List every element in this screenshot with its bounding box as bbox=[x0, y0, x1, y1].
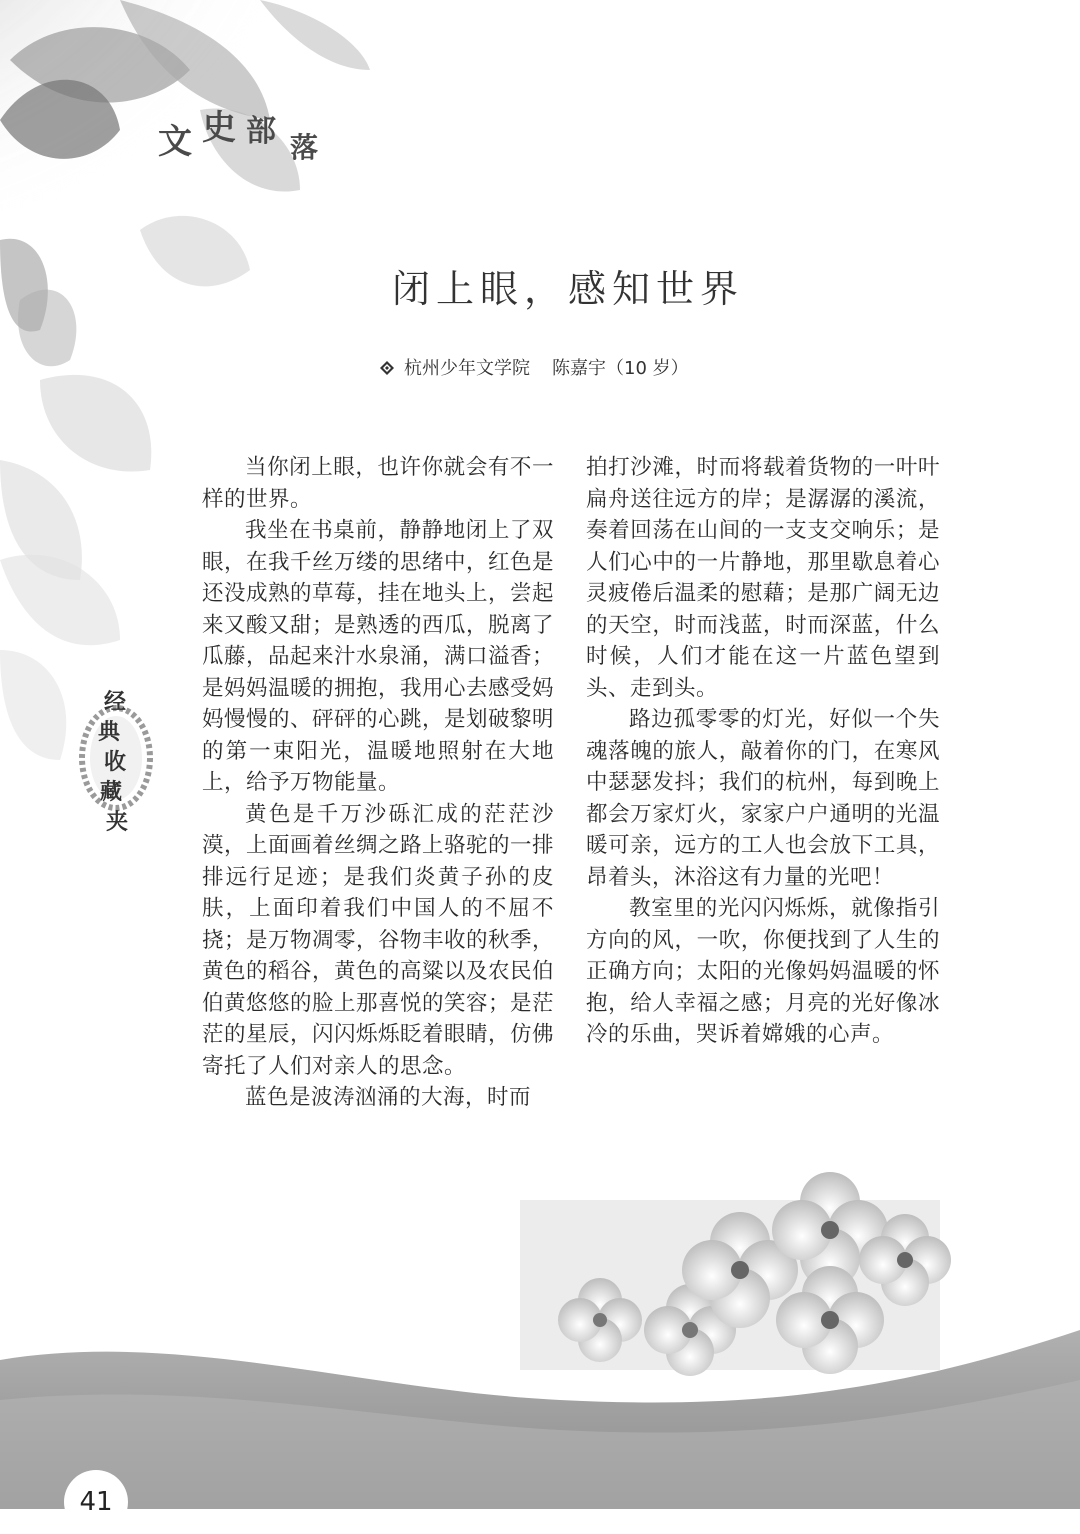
section-title-char: 落 bbox=[290, 131, 319, 164]
paragraph: 黄色是千万沙砾汇成的茫茫沙漠，上面画着丝绸之路上骆驼的一排排远行足迹；是我们炎黄子孙的皮肤，上面印着我们中国人的不屈不挠；是万物凋零，谷物丰收的秋季，黄色的稻谷，黄色的高粱以及农民伯伯黄悠悠的脸上那喜悦的笑容；是茫茫的星辰，闪闪烁烁眨着眼睛，仿佛寄托了人们对亲人的思念。 bbox=[202, 801, 555, 1079]
article-title-text: 闭上眼，感知世界 bbox=[391, 267, 744, 311]
side-label-char: 夹 bbox=[106, 810, 129, 835]
section-title-char: 部 bbox=[246, 114, 276, 149]
side-label-char: 典 bbox=[98, 720, 121, 745]
paragraph: 我坐在书桌前，静静地闭上了双眼，在我千丝万缕的思绪中，红色是还没成熟的草莓，挂在地头上，尝起来又酸又甜；是熟透的西瓜，脱离了瓜藤，品起来汁水泉涌，满口溢香；是妈妈温暖的拥抱，我用心去感受妈妈慢慢的、砰砰的心跳，是划破黎明的第一束阳光，温暖地照射在大地上，给予万物能量。 bbox=[202, 518, 555, 795]
section-title-char: 史 bbox=[202, 108, 236, 148]
paragraph: 当你闭上眼，也许你就会有不一样的世界。 bbox=[202, 455, 554, 512]
byline-author: 陈嘉宇（10 岁） bbox=[552, 358, 689, 379]
byline bbox=[380, 354, 689, 380]
byline-school: 杭州少年文学院 bbox=[404, 358, 530, 379]
article-title bbox=[0, 258, 1080, 313]
article-column-right bbox=[586, 452, 940, 1051]
side-label bbox=[78, 685, 158, 845]
page-number-text: 41 bbox=[79, 1487, 113, 1517]
side-label-char: 藏 bbox=[100, 780, 123, 805]
side-label-char: 收 bbox=[104, 750, 127, 775]
diamond-icon bbox=[380, 361, 394, 375]
paragraph: 蓝色是波涛汹涌的大海，时而 bbox=[245, 1085, 532, 1110]
page-number bbox=[64, 1470, 128, 1534]
flowers-illustration bbox=[520, 1172, 951, 1376]
side-label-char: 经 bbox=[104, 690, 127, 715]
article-column-left bbox=[202, 452, 554, 1114]
paragraph: 路边孤零零的灯光，好似一个失魂落魄的旅人，敲着你的门，在寒风中瑟瑟发抖；我们的杭州，每到晚上都会万家灯火，家家户户通明的光温暖可亲，远方的工人也会放下工具，昂着头，沐浴这有力量的光吧！ bbox=[586, 707, 940, 890]
section-title-char: 文 bbox=[158, 122, 192, 162]
paragraph: 拍打沙滩，时而将载着货物的一叶叶扁舟送往远方的岸；是潺潺的溪流，奏着回荡在山间的一支支交响乐；是人们心中的一片静地，那里歇息着心灵疲倦后温柔的慰藉；是那广阔无边的天空，时而浅蓝，时而深蓝，什么时候，人们才能在这一片蓝色望到头、走到头。 bbox=[586, 455, 940, 701]
paragraph: 教室里的光闪闪烁烁，就像指引方向的风，一吹，你便找到了人生的正确方向；太阳的光像妈妈温暖的怀抱，给人幸福之感；月亮的光好像冰冷的乐曲，哭诉着嫦娥的心声。 bbox=[586, 896, 940, 1047]
